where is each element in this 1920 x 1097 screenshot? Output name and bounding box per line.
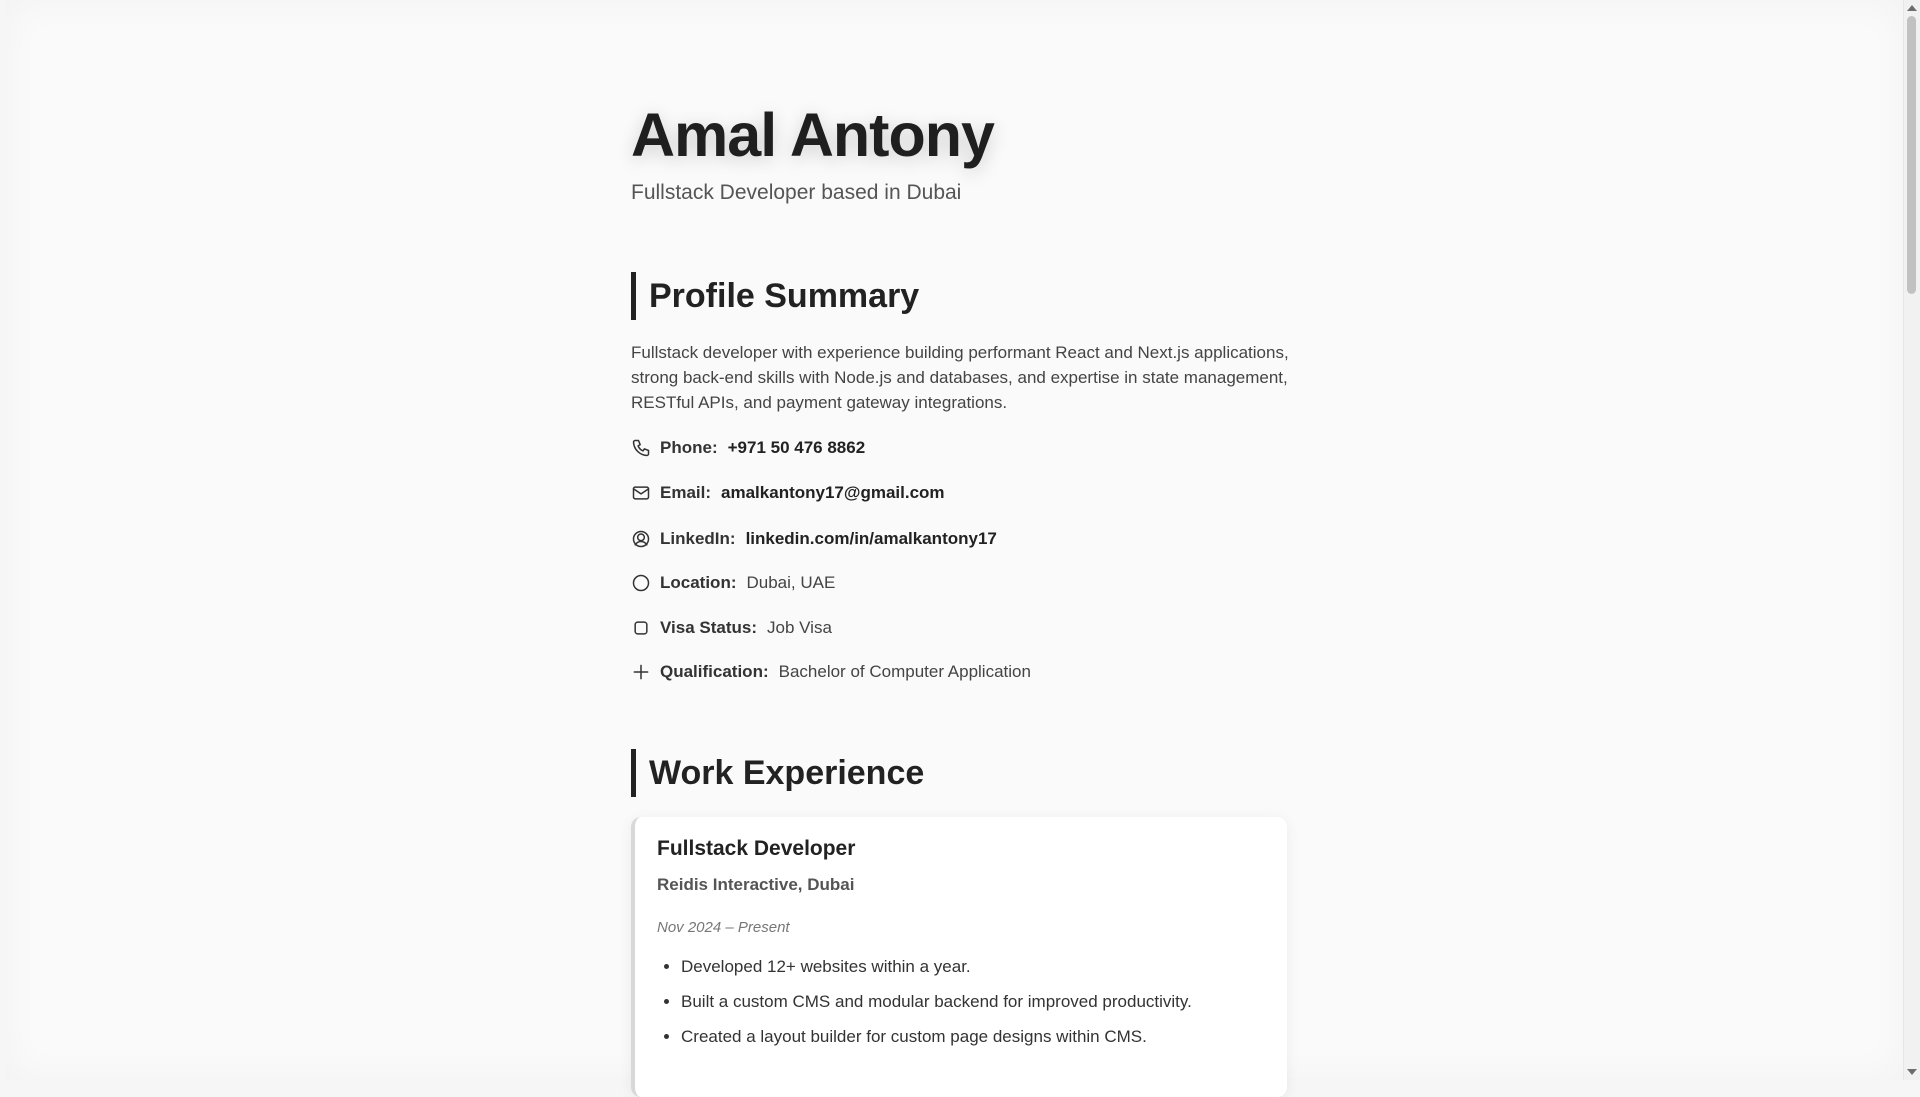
contact-phone: [631, 436, 865, 460]
qualification-value: Bachelor of Computer Application: [778, 662, 1031, 681]
mail-icon: [631, 483, 651, 503]
email-link[interactable]: amalkantony17@gmail.com: [721, 483, 945, 502]
job-dates: Nov 2024 – Present: [657, 919, 790, 936]
job-achievements-list: [657, 955, 1192, 1060]
contact-label: Location:: [660, 573, 737, 592]
contact-label: Qualification:: [660, 662, 769, 681]
job-achievement-item: • Created a layout builder for custom page designs within CMS.: [681, 1025, 1192, 1060]
page-title: Amal Antony: [631, 101, 994, 169]
resume-page: [6, 0, 1904, 1080]
page-subtitle: Fullstack Developer based in Dubai: [631, 181, 962, 204]
profile-summary-text: Fullstack developer with experience building performant React and Next.js applications, strong back-end skills with Node.js and databases, and expertise in state management, RESTful APIs, and payment gateway integrations.: [631, 343, 1289, 412]
job-company: Reidis Interactive, Dubai: [657, 875, 855, 894]
circle-icon: [631, 573, 651, 593]
contact-linkedin: [631, 527, 997, 551]
phone-link[interactable]: +971 50 476 8862: [727, 438, 866, 457]
contact-email: [631, 481, 945, 505]
phone-icon: [631, 438, 651, 458]
square-icon: [631, 618, 651, 638]
contact-label: LinkedIn:: [660, 529, 736, 548]
vertical-scrollbar[interactable]: [1903, 0, 1920, 1080]
job-achievement-item: • Developed 12+ websites within a year.: [681, 955, 1192, 990]
section-title-work-experience: Work Experience: [631, 749, 924, 797]
job-card: [631, 817, 1287, 1097]
contact-label: Phone:: [660, 438, 718, 457]
contact-visa-status: [631, 616, 832, 640]
location-value: Dubai, UAE: [746, 573, 836, 592]
plus-icon: [631, 662, 651, 682]
contact-location: [631, 571, 835, 595]
linkedin-icon: [631, 529, 651, 549]
contact-label: Email:: [660, 483, 712, 502]
contact-label: Visa Status:: [660, 618, 758, 637]
job-title: Fullstack Developer: [657, 837, 856, 860]
section-title-profile-summary: Profile Summary: [631, 272, 919, 320]
linkedin-link[interactable]: linkedin.com/in/amalkantony17: [745, 529, 997, 548]
scroll-up-arrow-icon[interactable]: [1907, 5, 1917, 11]
contact-qualification: [631, 660, 1031, 684]
visa-status-value: Job Visa: [767, 618, 832, 637]
scrollbar-thumb[interactable]: [1907, 16, 1916, 294]
scroll-down-arrow-icon[interactable]: [1907, 1069, 1917, 1075]
job-achievement-item: • Built a custom CMS and modular backend for improved productivity.: [681, 990, 1192, 1025]
